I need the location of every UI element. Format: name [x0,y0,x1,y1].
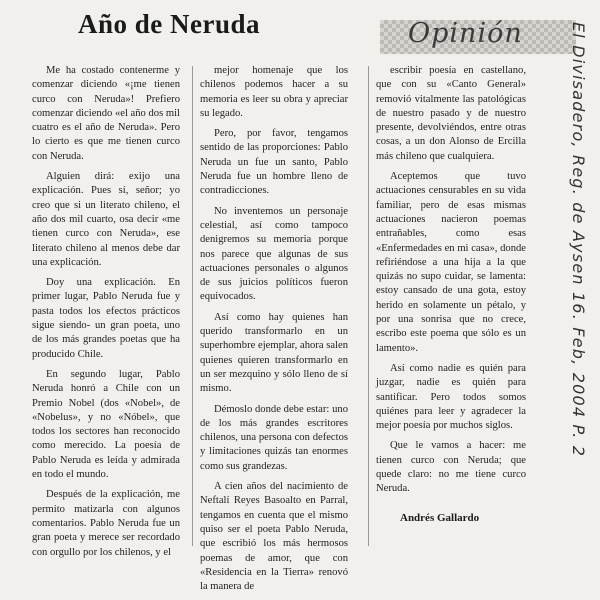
handwritten-margin-note: El Divisadero, Reg. de Aysen 16. Feb, 2004 P. 2 [569,22,588,458]
paragraph: Doy una explicación. En primer lugar, Pablo Neruda fue y pasta todos los efectos prácticos sigue siendo- un gran poeta, uno de los más grandes poetas que ha producido Chile. [32,277,180,360]
article-column-3 [376,64,526,503]
paragraph: En segundo lugar, Pablo Neruda honró a Chile con un Premio Nobel (dos «Nobel», de «Nobelus», y no «Nóbel», que todos los sectores han reconocido como merecido. La poesía de Pablo Neruda es leída y admirada en todo el mundo. [32,368,180,481]
paragraph: mejor homenaje que los chilenos podemos hacer a su memoria es leer su obra y apreciar su legado. [200,65,348,119]
paragraph: No inventemos un personaje celestial, así como tampoco denigremos su memoria porque nos parece que algunas de sus actuaciones personales o algunos de sus juicios políticos fueron equivocados. [200,205,348,303]
column-divider [368,66,369,546]
paragraph: Así como nadie es quién para juzgar, nadie es quién para santificar. Pero todos somos quiénes para leer y agradecer la mejor poesía por muchos siglos. [376,362,526,432]
paragraph: Así como hay quienes han querido transformarlo en un superhombre ejemplar, ahora salen quienes quieren transformarlo en un ser mezquino y sólo lleno de sí mismo. [200,311,348,395]
article-title: Año de Neruda [78,9,261,39]
section-label: Opinión [408,18,523,49]
paragraph: A cien años del nacimiento de Neftalí Reyes Basoalto en Parral, tengamos en cuenta que el mismo quiso ser el poeta Pablo Neruda, que escribió los más hermosos poemas de amor, que con «Residencia en la Tierra» renovó la manera de [200,481,348,593]
column-divider [192,66,193,546]
article-column-1 [32,64,180,566]
paragraph: escribir poesía en castellano, que con su «Canto General» removió vitalmente las patológicas de nuestro pasado y de nuestro presente, devolviéndos, entre otras cosas, a un don Alonso de Ercilla más chileno que cualquiera. [376,65,526,162]
author-byline: Andrés Gallardo [400,512,480,524]
paragraph: Pero, por favor, tengamos sentido de las proporciones: Pablo Neruda un fue un santo, Pablo Neruda fue un hombre lleno de contradicciones. [200,128,348,197]
article-column-2 [200,64,348,600]
paragraph: Después de la explicación, me permito matizarla con algunos comentarios. Pablo Neruda fue un gran poeta y merece ser recordado con orgullo por los chilenos, y el [32,489,180,558]
paragraph: Alguien dirá: exijo una explicación. Pues sí, señor; yo creo que si un literato chileno, el año dos mil cuarto, osa decir «me tienen curco con Neruda», ese literato chileno al menos debe dar una explicación. [32,171,180,268]
paragraph: Me ha costado contenerme y comenzar diciendo «¡me tienen curco con Neruda»! Prefiero comenzar diciendo «el año dos mil cuatro es el año de Neruda». Pero lo cierto es que me tienen curco con Neruda. [32,65,180,162]
paragraph: Aceptemos que tuvo actuaciones censurables en su vida familiar, pero de esas mismas actuaciones nacieron poemas entrañables, como esas «Enfermedades en mi casa», donde refiriéndose a una hija a la que quizás no supo cuidar, se lamenta: estoy cansado de una gota, estoy herido en solamente un pétalo, y por una sonrisa que no crece, escribo este poema que sólo es un lamento». [376,171,526,354]
paragraph: Que le vamos a hacer: me tienen curco con Neruda; que quede claro: no me tiene curco Neruda. [376,440,526,495]
paragraph: Démoslo donde debe estar: uno de los más grandes escritores chilenos, una persona con defectos y limitaciones quizás tan enormes como sus grandezas. [200,403,348,472]
